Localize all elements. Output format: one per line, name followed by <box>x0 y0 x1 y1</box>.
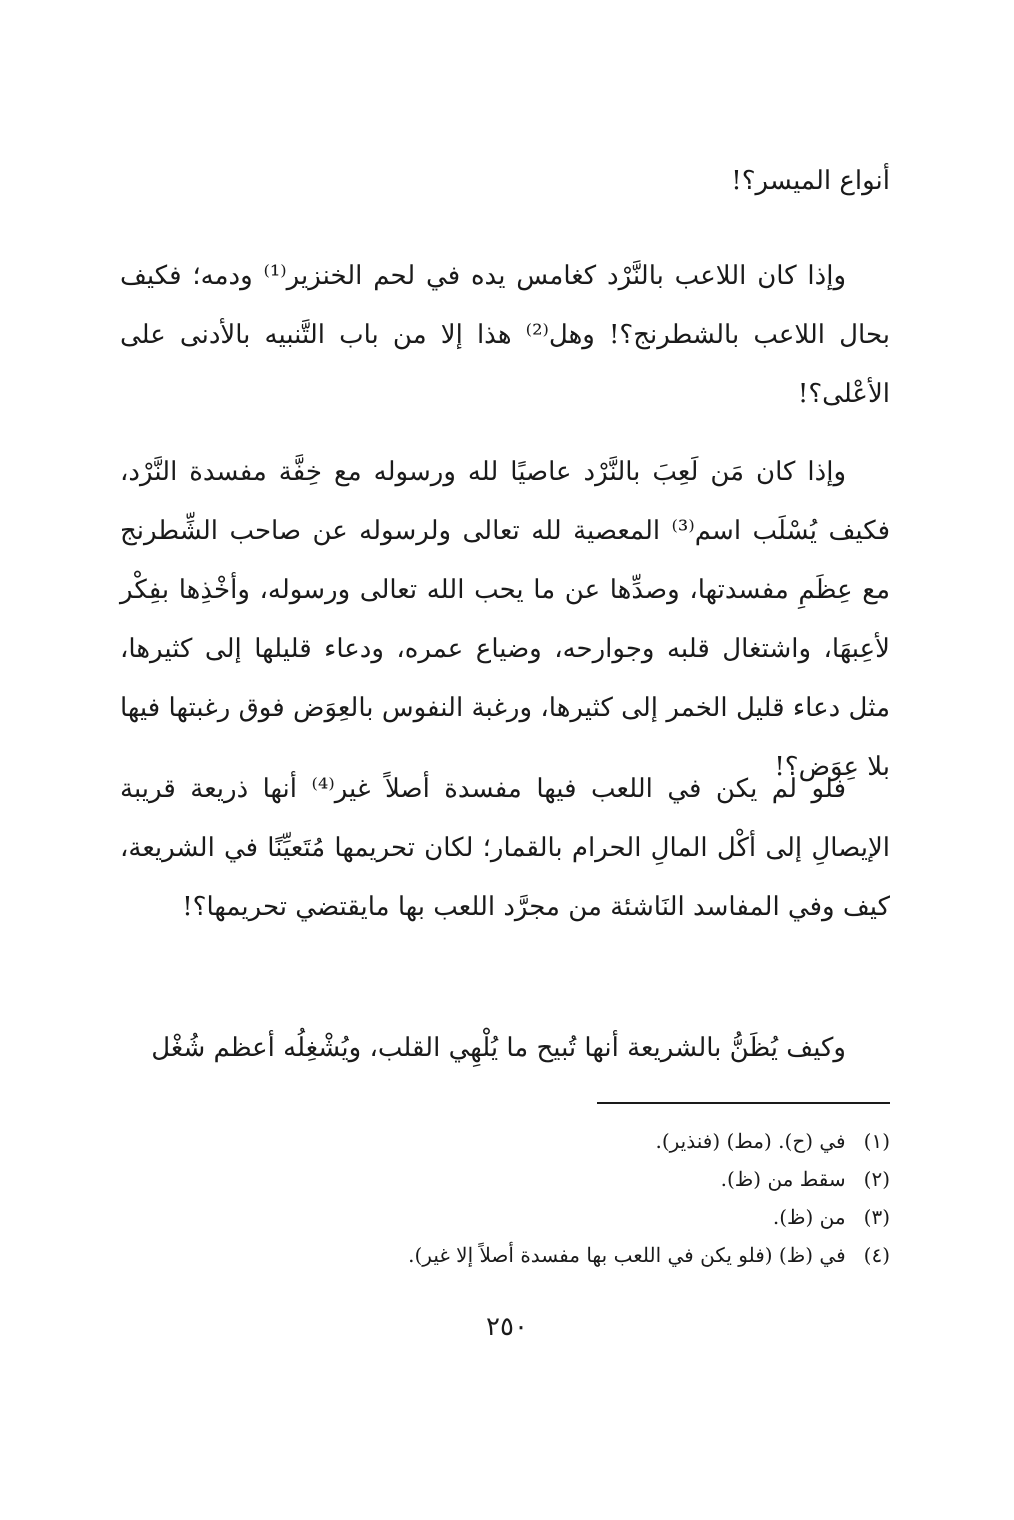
footnote-item <box>200 1122 890 1160</box>
footnote-item <box>200 1160 890 1198</box>
page-number: ٢٥٠ <box>486 1312 528 1342</box>
footnote-text: في (ح). (مط) (فنذير). <box>655 1129 846 1153</box>
footnote-text: في (ظ) (فلو يكن في اللعب بها مفسدة أصلاً إلا غير). <box>408 1243 846 1267</box>
footnote-number: (٤) <box>863 1243 890 1267</box>
footnote-text: من (ظ). <box>772 1205 846 1229</box>
footnotes-list <box>200 1122 890 1274</box>
footnote-number: (٣) <box>863 1205 890 1229</box>
footnote-text: سقط من (ظ). <box>720 1167 846 1191</box>
paragraph-continuation: أنواع الميسر؟! <box>731 166 890 196</box>
paragraph: فلو لم يكن في اللعب فيها مفسدة أصلاً غير⁽⁴⁾ أنها ذريعة قريبة الإيصالِ إلى أكْل المالِ الحرام بالقمار؛ لكان تحريمها مُتَعيِّنًا في الشريعة، كيف وفي المفاسد النَاشئة من مجرَّد اللعب بها مايقتضي تحريمها؟! <box>120 774 890 922</box>
paragraph: وكيف يُظَنُّ بالشريعة أنها تُبيح ما يُلْهِي القلب، ويُشْغِلُه أعظم شُغْل <box>151 1033 846 1063</box>
footnote-item <box>200 1198 890 1236</box>
footnote-item <box>200 1236 890 1274</box>
footnote-number: (١) <box>863 1129 890 1153</box>
footnote-separator <box>597 1102 890 1104</box>
footnote-number: (٢) <box>863 1167 890 1191</box>
paragraph: وإذا كان مَن لَعِبَ بالنَّرْد عاصيًا لله ورسوله مع خِفَّة مفسدة النَّرْد، فكيف يُسْلَب اسم⁽³⁾ المعصية لله تعالى ولرسوله عن صاحب الشِّطرنج مع عِظَمِ مفسدتها، وصدِّها عن ما يحب الله تعالى ورسوله، وأخْذِها بفِكْر لأعِبهَا، واشتغال قلبه وجوارحه، وضياع عمره، ودعاء قليلها إلى كثيرها، مثل دعاء قليل الخمر إلى كثيرها، ورغبة النفوس بالعِوَض فوق رغبتها فيها بلا عِوَض؟! <box>120 457 890 782</box>
paragraph: وإذا كان اللاعب بالنَّرْد كغامس يده في لحم الخنزير⁽¹⁾ ودمه؛ فكيف بحال اللاعب بالشطرنج؟! وهل⁽²⁾ هذا إلا من باب التَّنبيه بالأدنى على الأعْلى؟! <box>120 261 890 409</box>
